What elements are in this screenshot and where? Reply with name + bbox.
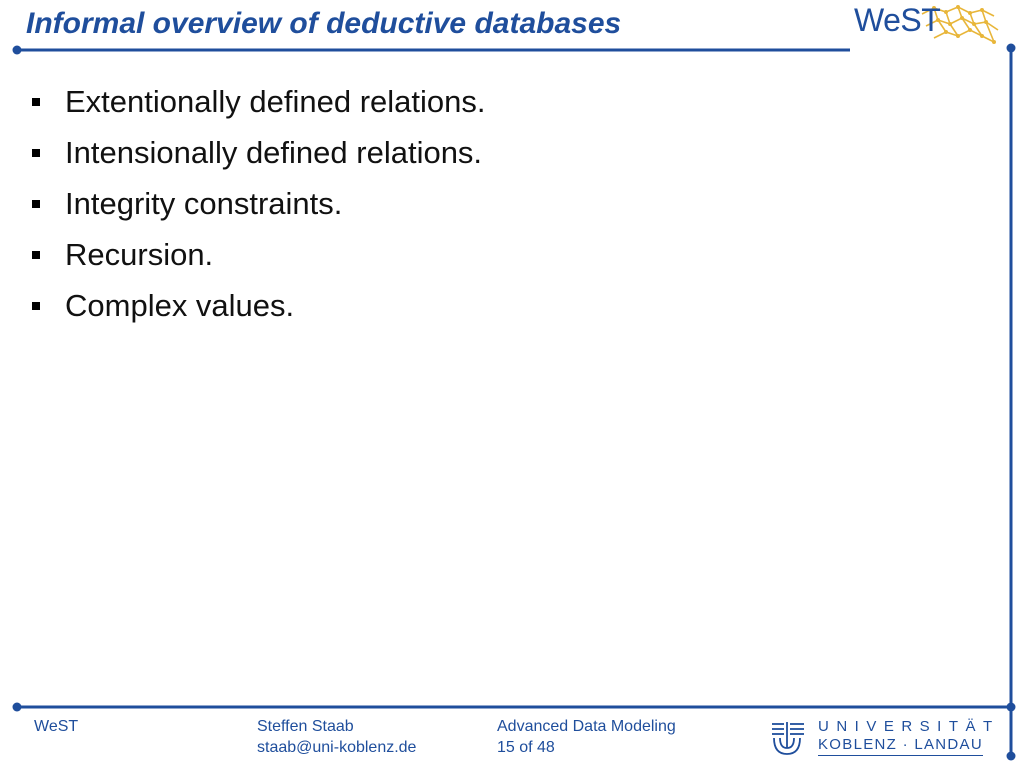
footer-course — [497, 716, 676, 758]
university-logo — [768, 718, 1000, 764]
footer-course-title: Advanced Data Modeling — [497, 718, 676, 735]
bullet-text: Intensionally defined relations. — [65, 134, 483, 170]
bullet-text: Integrity constraints. — [65, 185, 343, 221]
square-bullet-icon — [32, 200, 40, 208]
university-emblem-icon — [768, 718, 808, 758]
bullet-text: Recursion. — [65, 236, 214, 272]
square-bullet-icon — [32, 251, 40, 259]
footer-author — [257, 716, 416, 758]
list-item — [30, 229, 485, 280]
square-bullet-icon — [32, 98, 40, 106]
footer-author-email: staab@uni-koblenz.de — [257, 739, 417, 756]
slide-footer — [0, 712, 1024, 768]
university-campus: KOBLENZ · LANDAU — [818, 736, 983, 756]
slide-title: Informal overview of deductive databases — [26, 7, 622, 40]
bullet-text: Complex values. — [65, 287, 295, 323]
bullet-text: Extentionally defined relations. — [65, 83, 486, 119]
footer-institute — [34, 716, 78, 737]
university-name: UNIVERSITÄT — [818, 718, 1000, 735]
list-item — [30, 76, 485, 127]
square-bullet-icon — [32, 149, 40, 157]
west-logo — [850, 0, 1000, 50]
square-bullet-icon — [32, 302, 40, 310]
footer-institute-text: WeST — [34, 718, 79, 735]
list-item — [30, 127, 485, 178]
footer-author-name: Steffen Staab — [257, 718, 354, 735]
bullet-list — [30, 76, 485, 331]
list-item — [30, 178, 485, 229]
list-item — [30, 280, 485, 331]
west-logo-text: WeST — [854, 2, 941, 38]
footer-page-number: 15 of 48 — [497, 739, 555, 756]
